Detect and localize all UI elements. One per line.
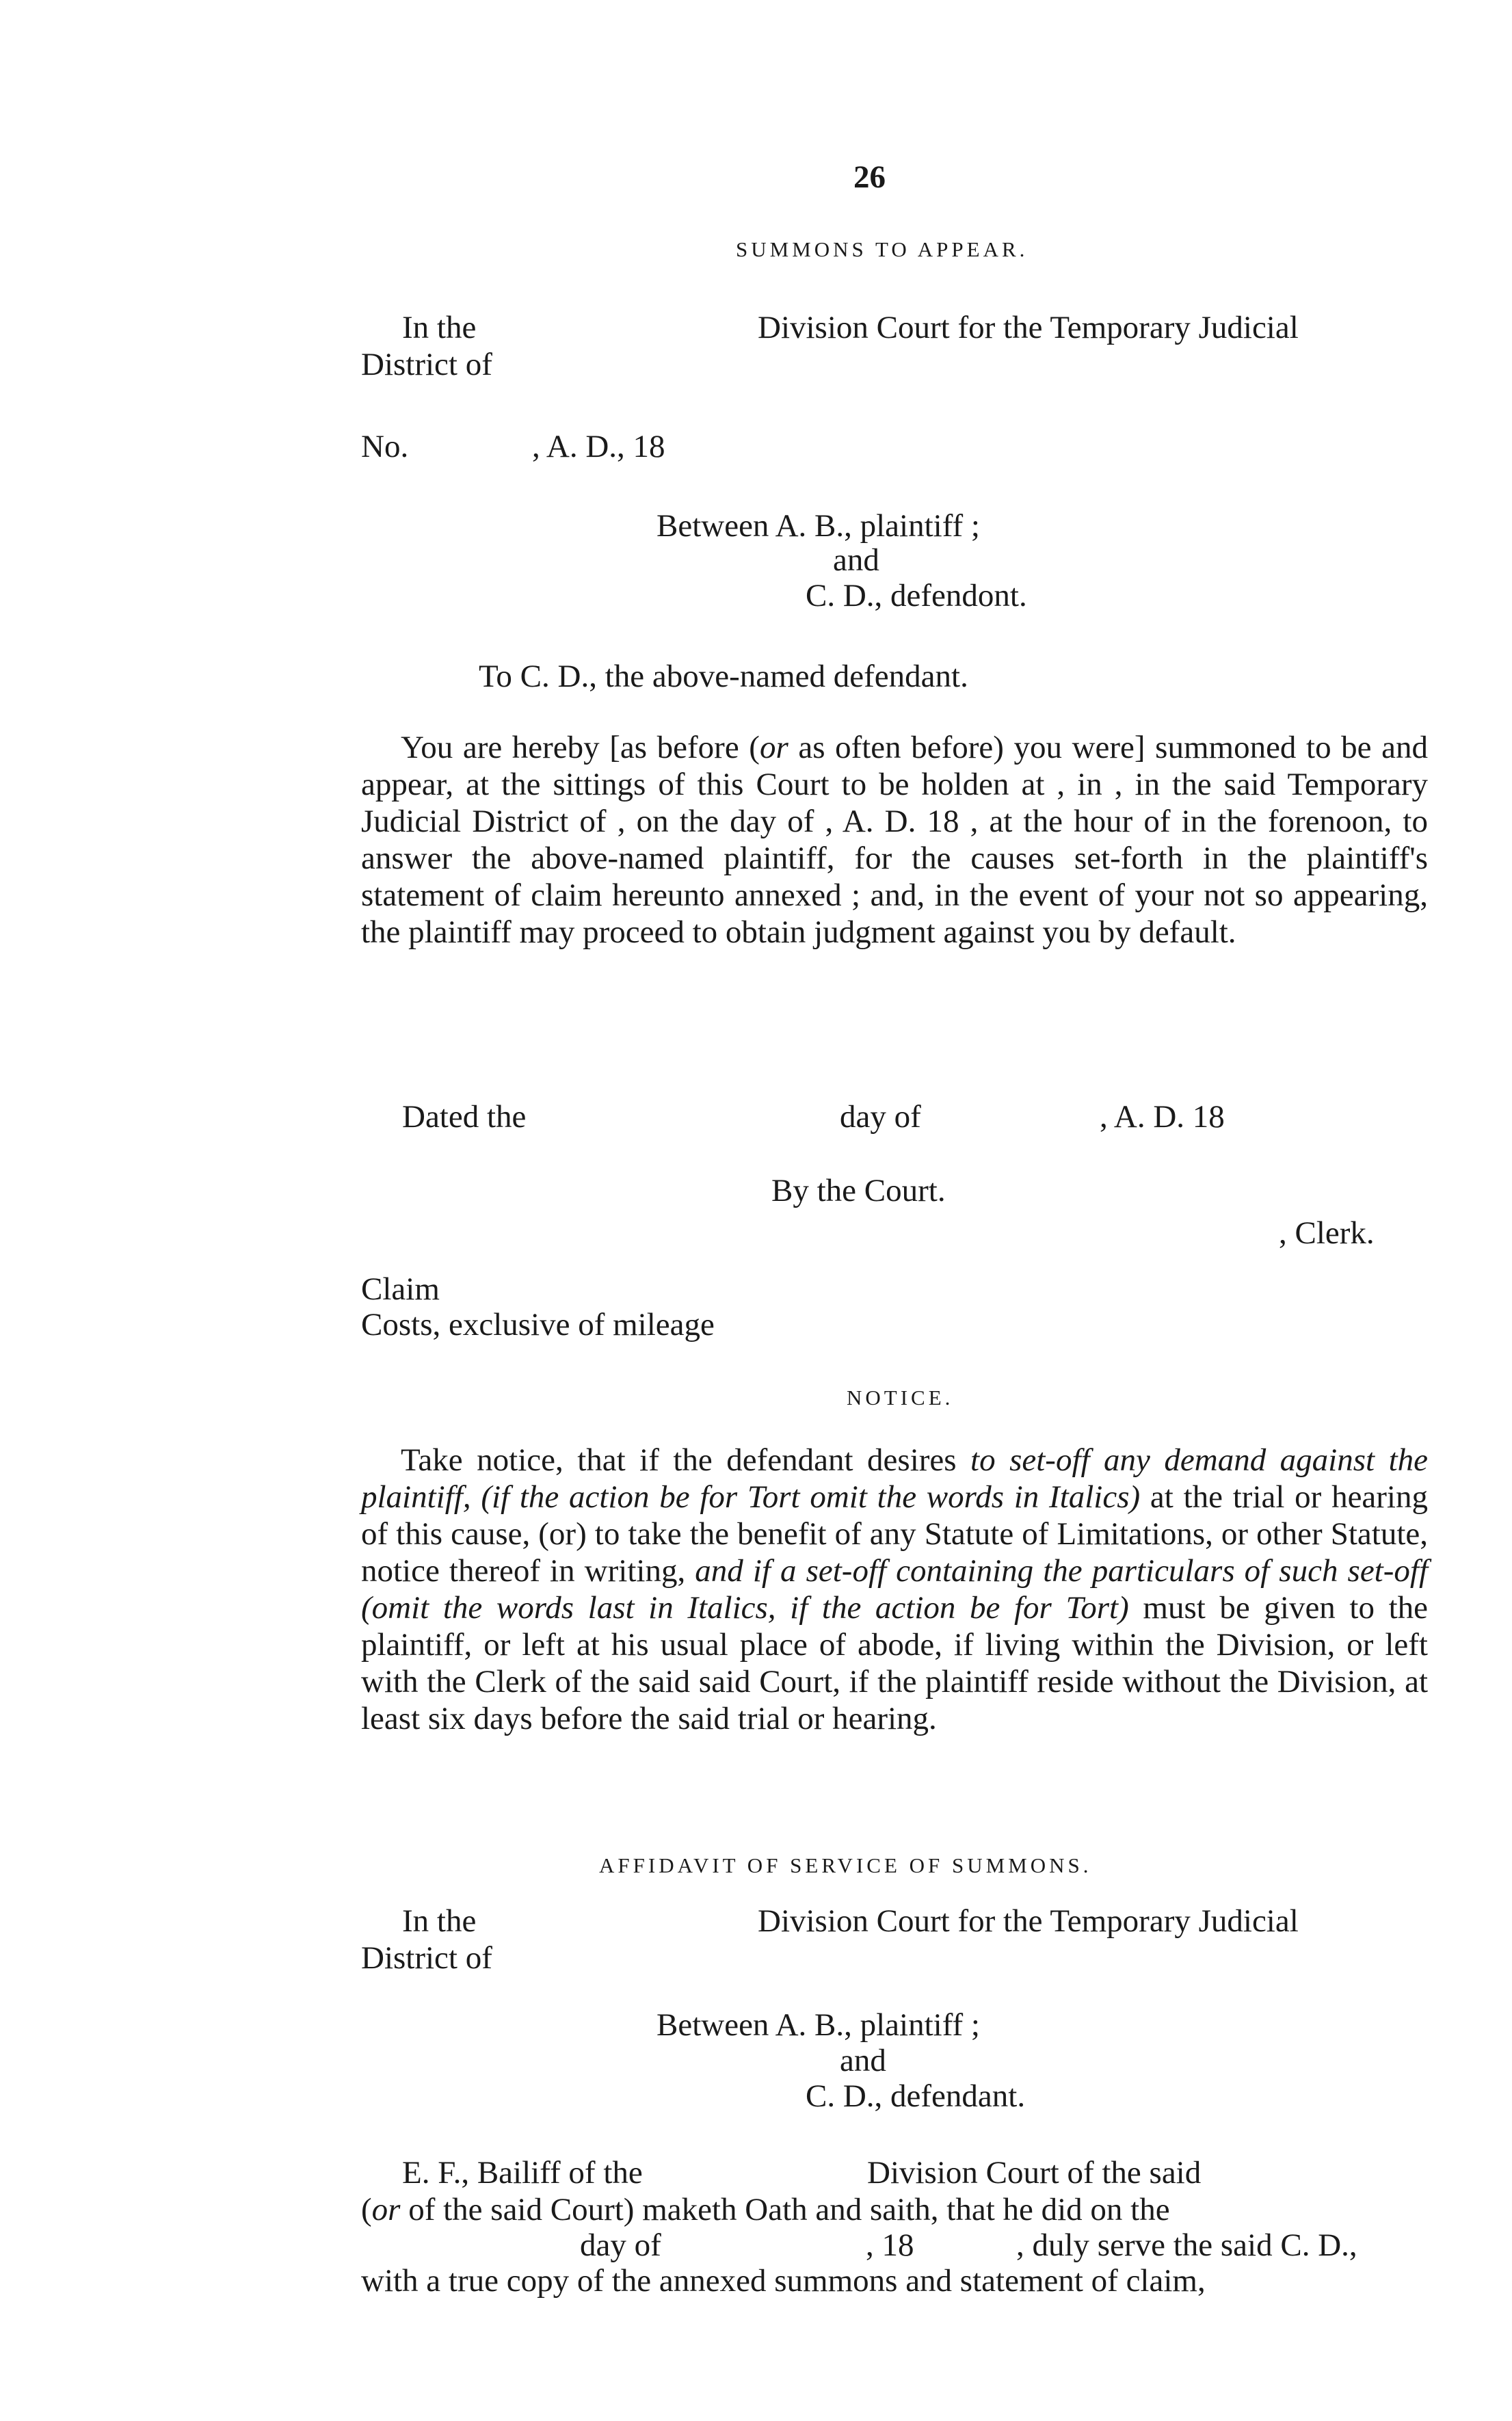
summons-and: and (833, 542, 879, 578)
summons-no-label: No. (361, 429, 409, 464)
summons-heading: SUMMONS TO APPEAR. (736, 237, 1029, 261)
dated-the: Dated the (402, 1099, 527, 1135)
affidavit-division: Division Court of the said (867, 2155, 1202, 2191)
summons-body (361, 729, 1428, 951)
affidavit-year: , 18 (866, 2227, 914, 2263)
affidavit-court-left: In the (402, 1903, 477, 1939)
affidavit-copy-line: with a true copy of the annexed summons and statement of claim, (361, 2263, 1206, 2299)
dated-ad: , A. D. 18 (1100, 1099, 1225, 1135)
affidavit-defendant: C. D., defendant. (806, 2078, 1026, 2114)
summons-body-part2: as often before) you were] summoned to be and appear, at the sittings of this Court to be holden at , in , in the said Temporary Judicial District of , on the day of , A. D. 18 , at the hour of in the forenoon, to answer the above-named plaintiff, for the causes set-forth in the plaintiff's statement of claim hereunto annexed ; and, in the event of your not so appearing, the plaintiff may proceed to obtain judgment against you by default. (361, 730, 1428, 950)
dated-day-of: day of (840, 1099, 921, 1135)
affidavit-bailiff: E. F., Bailiff of the (402, 2155, 643, 2191)
clerk-signature: , Clerk. (1279, 1215, 1375, 1251)
notice-italic-1: to set-off any demand against the plaintiff, (if the action be for Tort omit the words in Italics) (361, 1442, 1428, 1515)
affidavit-district: District of (361, 1940, 492, 1976)
affidavit-serve: , duly serve the said C. D., (1016, 2227, 1357, 2263)
summons-between: Between A. B., plaintiff ; (656, 508, 980, 544)
summons-to-defendant: To C. D., the above-named defendant. (479, 659, 968, 694)
page-number: 26 (853, 159, 886, 195)
affidavit-paren: ( (361, 2192, 372, 2227)
summons-defendant: C. D., defendont. (806, 578, 1027, 613)
summons-district: District of (361, 347, 492, 382)
notice-heading: NOTICE. (847, 1386, 954, 1410)
summons-court-right: Division Court for the Temporary Judicial (758, 310, 1299, 345)
affidavit-oath-text: of the said Court) maketh Oath and saith, that he did on the (400, 2192, 1170, 2227)
claim-label: Claim (361, 1271, 440, 1307)
notice-italic-2: and if a set-off containing the particulars of such set-off (omit the words last in Italics, if the action be for Tort) (361, 1553, 1429, 1626)
notice-body (361, 1442, 1428, 1737)
affidavit-between: Between A. B., plaintiff ; (656, 2007, 980, 2043)
affidavit-court-right: Division Court for the Temporary Judicial (758, 1903, 1299, 1939)
affidavit-and: and (840, 2043, 886, 2078)
summons-court-left: In the (402, 310, 477, 345)
affidavit-heading: AFFIDAVIT OF SERVICE OF SUMMONS. (599, 1853, 1092, 1877)
notice-text-1: Take notice, that if the defendant desires (401, 1442, 971, 1478)
costs-label: Costs, exclusive of mileage (361, 1307, 715, 1342)
affidavit-oath-line (361, 2191, 1170, 2228)
by-the-court: By the Court. (771, 1173, 946, 1208)
summons-no-date: , A. D., 18 (532, 429, 665, 464)
notice-text-2: at the trial or hearing of this cause, (or) to take the benefit of any Statute of Limitations, or other Statute, notice thereof in writing, (361, 1479, 1428, 1589)
summons-body-or: or (759, 730, 788, 765)
affidavit-or: or (371, 2192, 401, 2227)
affidavit-day-of: day of (580, 2227, 661, 2263)
notice-text-3: must be given to the plaintiff, or left at his usual place of abode, if living within the Division, or left with the Clerk of the said said Court, if the plaintiff reside without the Division, at least six days before the said trial or hearing. (361, 1590, 1428, 1736)
summons-body-part1: You are hereby [as before ( (401, 730, 760, 765)
